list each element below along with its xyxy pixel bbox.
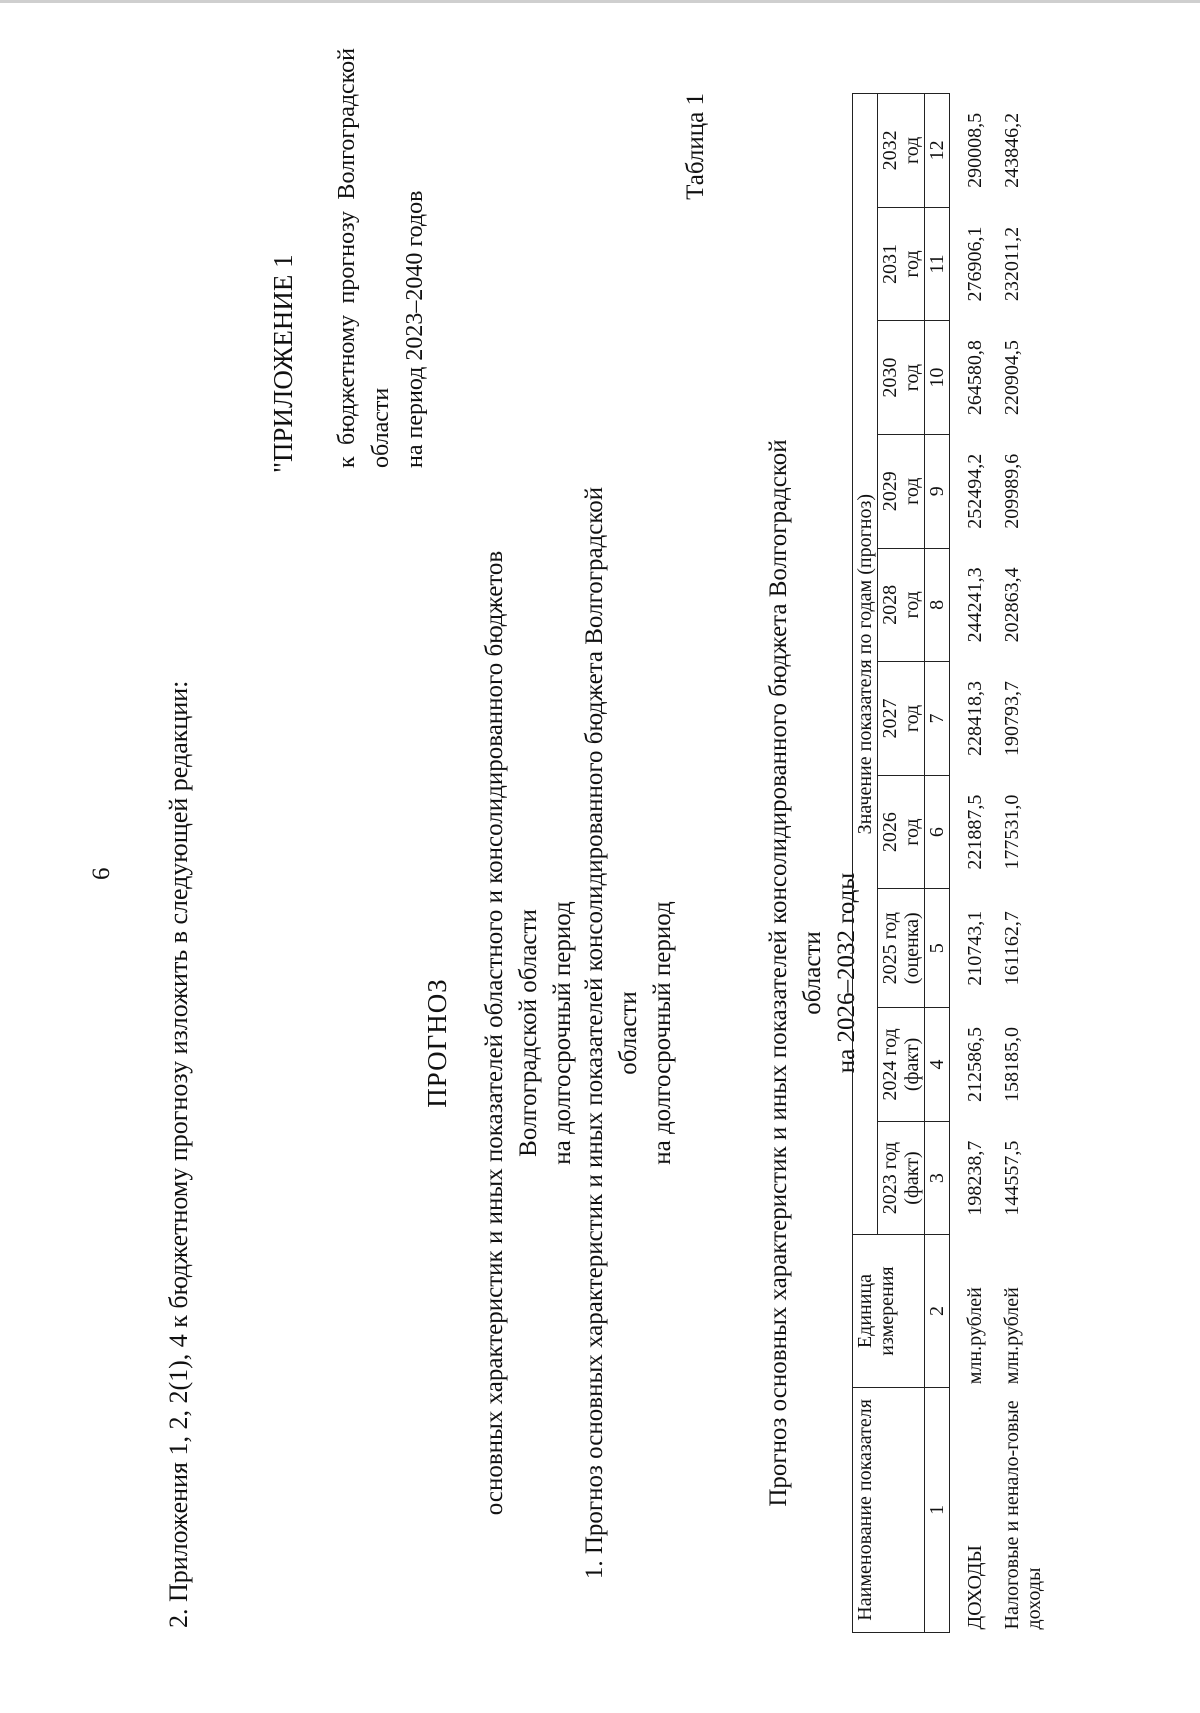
row-value: 232011,2 [1001,226,1023,302]
row-unit: млн.рублей [1001,1287,1023,1385]
row-value: 190793,7 [1001,680,1023,756]
row-value: 210743,1 [964,910,986,986]
header-year-label: 2026 [879,812,901,853]
row-value: 202863,4 [1001,567,1023,643]
column-number: 8 [925,548,950,662]
table-title-line-2: на 2026–2032 годы [833,872,860,1074]
column-number: 6 [925,775,950,889]
header-year-note: год [901,818,923,846]
row-name: Налоговые и ненало-говые доходы [1001,1400,1045,1630]
forecast-table [852,93,1046,1633]
section-title-line-2: на долгосрочный период [649,901,676,1165]
row-value: 252494,2 [964,453,986,529]
column-number: 3 [925,1121,950,1235]
table-row [950,94,988,1633]
page-number: 6 [88,867,115,880]
header-year-label: 2024 год [879,1028,901,1101]
header-year [878,662,925,776]
row-value: 244241,3 [964,567,986,643]
header-year [878,207,925,321]
header-unit: Единица измерения [853,1235,925,1387]
table-title-line-1: Прогноз основных характеристик и иных показателей консолидированного бюджета Волгоградской области [765,439,826,1507]
table-title [762,423,864,1523]
header-year-note: год [901,477,923,505]
header-name: Наименование показателя [853,1387,925,1632]
header-group: Значение показателя по годам (прогноз) [853,94,878,1235]
column-number: 10 [925,321,950,435]
header-year-label: 2027 [879,698,901,739]
section-title [578,483,680,1583]
header-year [878,1121,925,1235]
appendix-line-1: к бюджетному прогнозу Волгоградской области [334,48,394,468]
header-year-label: 2031 [879,244,901,285]
appendix-title: "ПРИЛОЖЕНИЕ 1 [268,254,298,473]
header-year-note: год [901,363,923,392]
row-value: 220904,5 [1001,340,1023,416]
row-value: 209989,6 [1001,453,1023,529]
header-year-label: 2023 год [879,1141,901,1215]
header-year [878,548,925,662]
header-year-note: (оценка) [901,912,923,985]
header-year [878,94,925,208]
row-value: 228418,3 [964,680,986,756]
row-value: 290008,5 [964,112,986,188]
row-name: ДОХОДЫ [964,1545,986,1630]
header-year-note: год [901,136,923,165]
header-year-note: (факт) [901,1037,923,1092]
row-value: 243846,2 [1001,112,1023,188]
header-year [878,1008,925,1122]
appendix-subtitle [330,48,432,468]
row-value: 264580,8 [964,340,986,416]
row-value: 158185,0 [1001,1026,1023,1102]
appendix-line-2: на период 2023–2040 годов [402,190,428,468]
header-year-label: 2032 [879,130,901,171]
header-year [878,775,925,889]
header-year-note: год [901,591,923,619]
forecast-subtitle-line-2: на долгосрочный период [549,901,576,1165]
column-number: 4 [925,1008,950,1122]
row-value: 276906,1 [964,226,986,302]
header-year-label: 2028 [879,584,901,625]
row-value: 177531,0 [1001,794,1023,870]
row-unit: млн.рублей [964,1287,986,1385]
table-number: Таблица 1 [682,93,709,200]
forecast-subtitle [478,483,580,1583]
forecast-subtitle-line-1: основных характеристик и иных показателей областного и консолидированного бюджетов Волгоградской области [481,550,542,1516]
column-number: 9 [925,434,950,548]
column-number: 2 [925,1235,950,1387]
column-number: 11 [925,207,950,321]
header-year [878,434,925,548]
header-year [878,321,925,435]
column-number: 1 [925,1387,950,1632]
row-value: 221887,5 [964,794,986,870]
column-number: 5 [925,889,950,1008]
section-title-line-1: 1. Прогноз основных характеристик и иных показателей консолидированного бюджета Волгоградской области [581,486,642,1580]
header-year [878,889,925,1008]
column-number: 12 [925,94,950,208]
row-value: 198238,7 [964,1140,986,1216]
header-year-note: год [901,704,923,733]
forecast-title: ПРОГНОЗ [422,978,452,1108]
header-year-note: год [901,250,923,278]
column-number: 7 [925,662,950,776]
row-value: 212586,5 [964,1026,986,1102]
header-year-label: 2030 [879,357,901,398]
header-year-note: (факт) [901,1151,923,1205]
header-year-label: 2029 [879,471,901,512]
row-value: 161162,7 [1001,911,1023,986]
header-year-label: 2025 год [879,912,901,985]
row-value: 144557,5 [1001,1140,1023,1216]
intro-text: 2. Приложения 1, 2, 2(1), 4 к бюджетному прогнозу изложить в следующей редакции: [164,680,193,1628]
table-row [987,94,1046,1633]
